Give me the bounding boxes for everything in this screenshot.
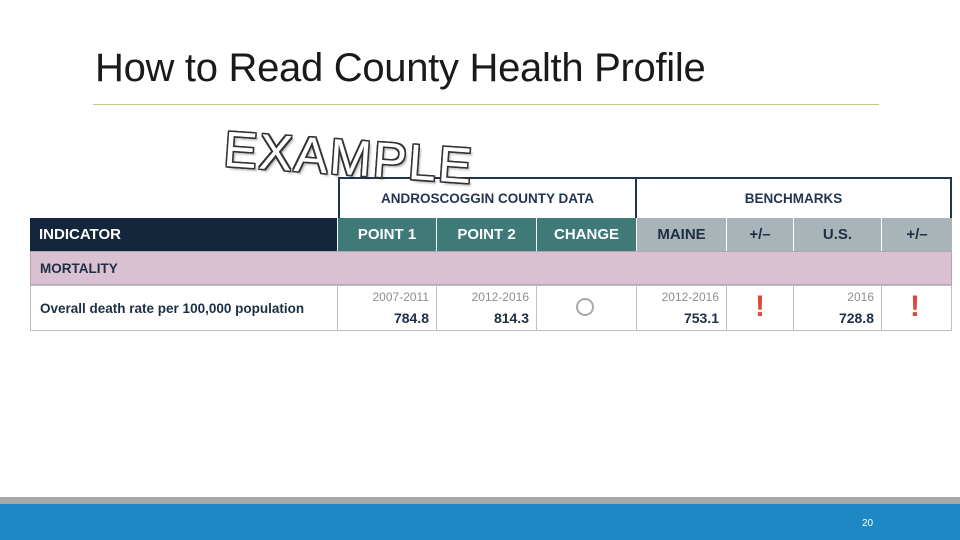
point2-column-header: POINT 2 <box>437 218 537 251</box>
point1-cell <box>338 285 437 331</box>
change-column-header: CHANGE <box>537 218 637 251</box>
slide-title: How to Read County Health Profile <box>95 46 706 90</box>
point1-period: 2007-2011 <box>372 290 429 304</box>
us-diff-cell <box>882 285 952 331</box>
us-column-header: U.S. <box>794 218 882 251</box>
example-stamp: EXAMPLE <box>222 120 476 195</box>
us-value: 728.8 <box>838 310 874 326</box>
footer-accent-bar <box>0 497 960 504</box>
maine-period: 2012-2016 <box>661 290 719 304</box>
maine-diff-cell <box>727 285 794 331</box>
maine-column-header: MAINE <box>637 218 727 251</box>
indicator-cell: Overall death rate per 100,000 population <box>30 285 338 331</box>
change-cell <box>537 285 637 331</box>
point1-value: 784.8 <box>393 310 429 326</box>
footer-bar <box>0 504 960 540</box>
circle-icon <box>576 298 594 316</box>
us-period: 2016 <box>847 290 874 304</box>
point2-value: 814.3 <box>493 310 529 326</box>
us-cell <box>794 285 882 331</box>
mortality-section-row: MORTALITY <box>30 251 952 285</box>
point1-column-header: POINT 1 <box>338 218 437 251</box>
county-data-group-header: ANDROSCOGGIN COUNTY DATA <box>338 177 637 218</box>
benchmarks-group-header: BENCHMARKS <box>637 177 952 218</box>
exclamation-icon: ! <box>910 290 920 323</box>
point2-period: 2012-2016 <box>471 290 529 304</box>
point2-cell <box>437 285 537 331</box>
title-divider <box>93 104 879 105</box>
exclamation-icon: ! <box>755 290 765 323</box>
maine-cell <box>637 285 727 331</box>
maine-value: 753.1 <box>683 310 719 326</box>
us-diff-column-header: +/– <box>882 218 952 251</box>
indicator-column-header: INDICATOR <box>30 218 338 251</box>
page-number: 20 <box>862 518 874 529</box>
county-health-profile-table <box>30 177 952 331</box>
maine-diff-column-header: +/– <box>727 218 794 251</box>
